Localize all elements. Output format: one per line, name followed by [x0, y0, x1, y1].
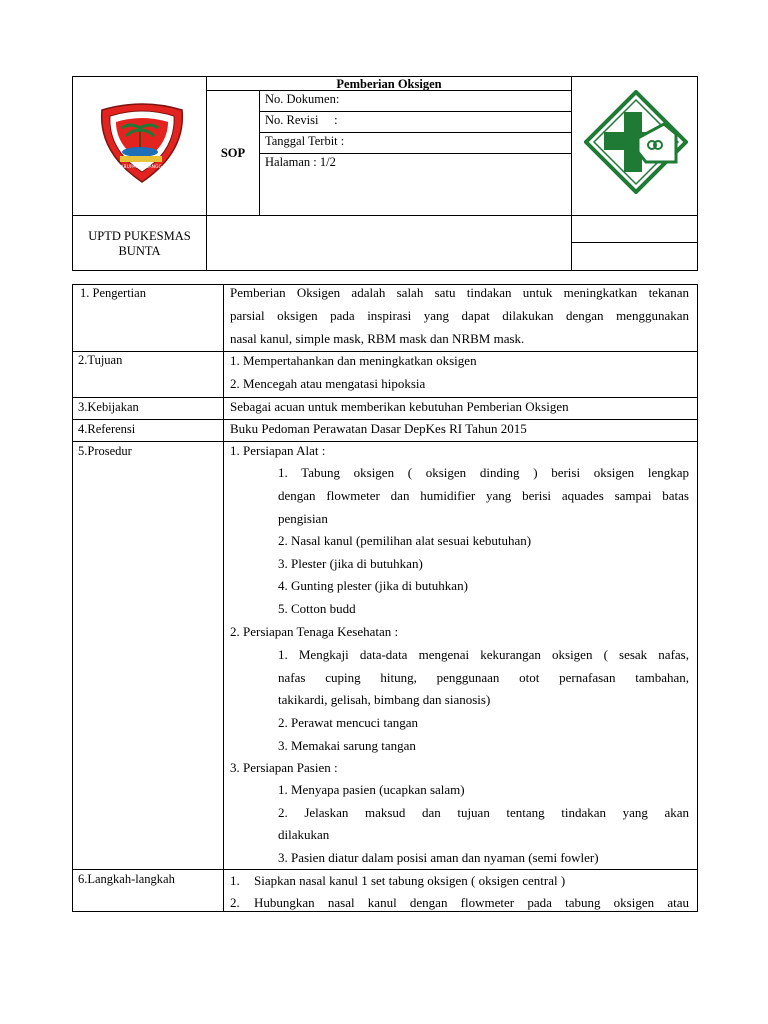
puskesmas-logo [584, 90, 688, 194]
prosedur-label: 5.Prosedur [78, 444, 132, 458]
tenaga-item-line: 1. Mengkaji data-data mengenai kekurangan oksigen ( sesak nafas, [278, 647, 689, 662]
tenaga-item-line: nafas cuping hitung, penggunaan otot pernafasan tambahan, [278, 670, 689, 685]
org-name [73, 229, 206, 259]
referensi-label: 4.Referensi [78, 422, 136, 436]
alat-item: 5. Cotton budd [278, 601, 356, 616]
page-field: Halaman : 1/2 [265, 155, 336, 169]
revision-field: No. Revisi : [265, 113, 338, 127]
alat-item: 4. Gunting plester (jika di butuhkan) [278, 578, 468, 593]
pengertian-line: Pemberian Oksigen adalah salah satu tindakan untuk meningkatkan tekanan [230, 285, 689, 300]
langkah-item: Siapkan nasal kanul 1 set tabung oksigen ( oksigen central ) [254, 873, 566, 888]
pasien-title: 3. Persiapan Pasien : [230, 760, 338, 775]
pasien-item: 1. Menyapa pasien (ucapkan salam) [278, 782, 465, 797]
sop-label: SOP [220, 146, 246, 160]
pasien-item-line: dilakukan [278, 827, 330, 842]
document-title: Pemberian Oksigen [336, 77, 442, 91]
langkah-number: 1. [230, 873, 240, 888]
alat-item-line: dengan flowmeter dan humidifier yang berisi aquades sampai batas [278, 488, 689, 503]
tenaga-item: 3. Memakai sarung tangan [278, 738, 416, 753]
kabupaten-shield-logo [96, 100, 188, 184]
tenaga-item-line: takikardi, gelisah, bimbang dan sianosis) [278, 692, 491, 707]
langkah-item: Hubungkan nasal kanul dengan flowmeter pada tabung oksigen atau [254, 895, 689, 910]
tenaga-item: 2. Perawat mencuci tangan [278, 715, 419, 730]
pengertian-line: nasal kanul, simple mask, RBM mask dan NRBM mask. [230, 331, 525, 346]
kebijakan-label: 3.Kebijakan [78, 400, 139, 414]
org-name-line2: BUNTA [118, 244, 161, 258]
langkah-label: 6.Langkah-langkah [78, 872, 175, 886]
publish-date-field: Tanggal Terbit : [265, 134, 345, 148]
langkah-number: 2. [230, 895, 240, 910]
tenaga-title: 2. Persiapan Tenaga Kesehatan : [230, 624, 399, 639]
alat-title: 1. Persiapan Alat : [230, 443, 326, 458]
pengertian-line: parsial oksigen pada inspirasi yang dapat dilakukan dengan menggunakan [230, 308, 689, 323]
tujuan-item: 2. Mencegah atau mengatasi hipoksia [230, 376, 426, 391]
alat-item-line: pengisian [278, 511, 328, 526]
tujuan-label: 2.Tujuan [78, 353, 123, 367]
alat-item: 3. Plester (jika di butuhkan) [278, 556, 423, 571]
referensi-text: Buku Pedoman Perawatan Dasar DepKes RI Tahun 2015 [230, 421, 527, 436]
pasien-item-line: 2. Jelaskan maksud dan tujuan tentang tindakan yang akan [278, 805, 689, 820]
kebijakan-text: Sebagai acuan untuk memberikan kebutuhan Pemberian Oksigen [230, 399, 569, 414]
pasien-item: 3. Pasien diatur dalam posisi aman dan nyaman (semi fowler) [278, 850, 599, 865]
alat-item: 2. Nasal kanul (pemilihan alat sesuai kebutuhan) [278, 533, 532, 548]
shield-caption: KABUPATEN BANGGAI [117, 165, 167, 170]
pengertian-label: 1. Pengertian [80, 286, 146, 300]
alat-item-line: 1. Tabung oksigen ( oksigen dinding ) berisi oksigen lengkap [278, 465, 689, 480]
tujuan-item: 1. Mempertahankan dan meningkatkan oksigen [230, 353, 477, 368]
doc-number-field: No. Dokumen: [265, 92, 340, 106]
org-name-line1: UPTD PUKESMAS [88, 229, 191, 243]
